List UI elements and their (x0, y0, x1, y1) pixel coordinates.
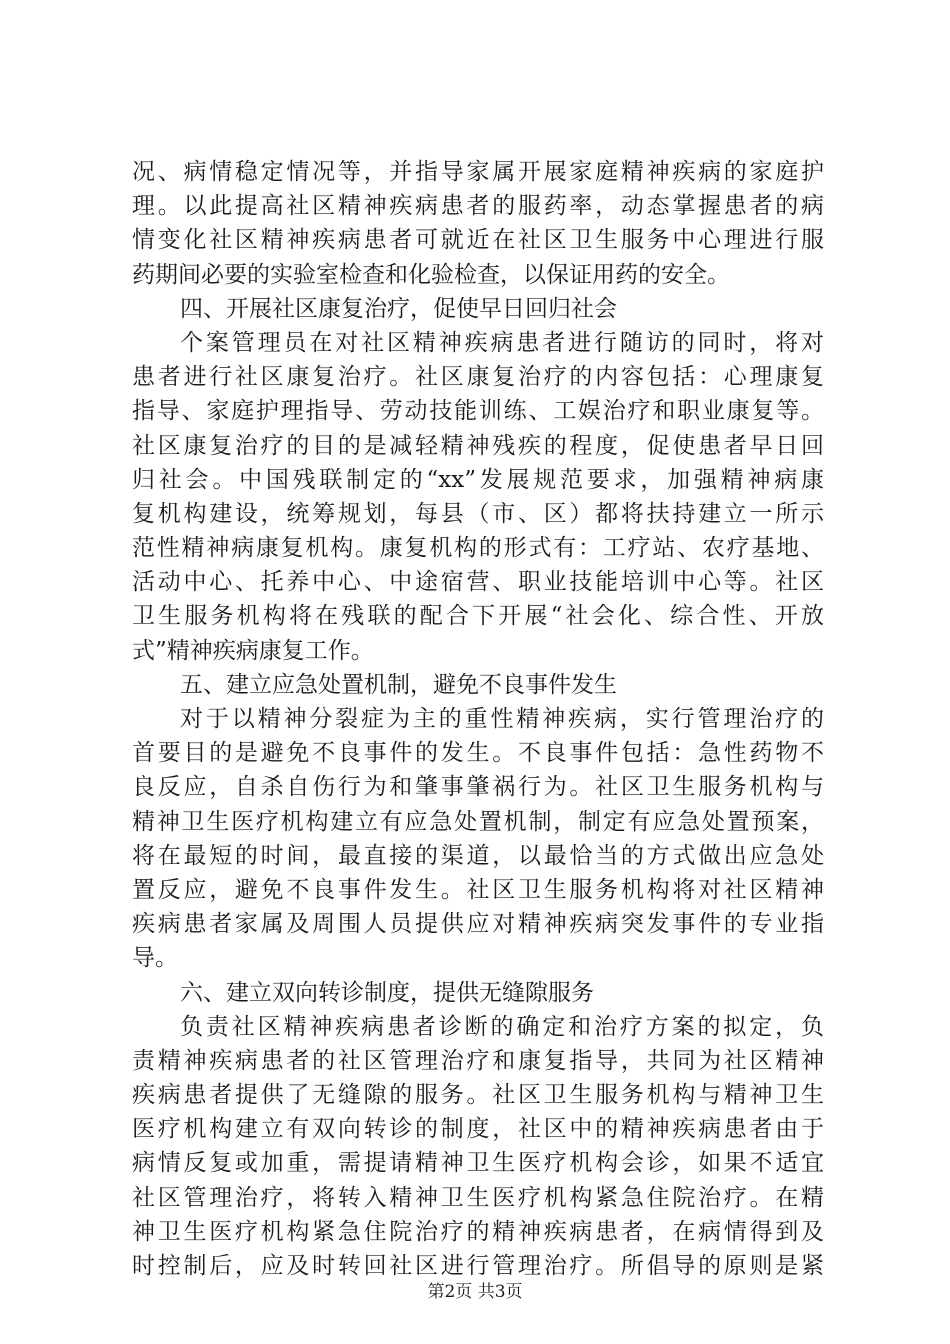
paragraph-first-line: 对于以精神分裂症为主的重性精神疾病，实行管理治疗的 (180, 706, 824, 732)
text-line: 况、病情稳定情况等，并指导家属开展家庭精神疾病的家庭护 (132, 159, 824, 185)
text-line: 范性精神病康复机构。康复机构的形式有：工疗站、农疗基地、 (132, 535, 824, 562)
text-line: 归社会。中国残联制定的“xx”发展规范要求，加强精神病康 (132, 466, 824, 493)
text-line: 精神卫生医疗机构建立有应急处置机制，制定有应急处置预案， (132, 808, 824, 835)
paragraph-first-line: 五、建立应急处置机制，避免不良事件发生 (180, 671, 617, 698)
text-line: 将在最短的时间，最直接的渠道，以最恰当的方式做出应急处 (132, 842, 824, 869)
text-line: 医疗机构建立有双向转诊的制度，社区中的精神疾病患者由于 (132, 1116, 824, 1143)
text-line: 时控制后，应及时转回社区进行管理治疗。所倡导的原则是紧 (132, 1253, 824, 1279)
text-line: 式”精神疾病康复工作。 (132, 637, 374, 664)
text-line: 疾病患者提供了无缝隙的服务。社区卫生服务机构与精神卫生 (132, 1082, 824, 1109)
text-line: 患者进行社区康复治疗。社区康复治疗的内容包括：心理康复 (132, 364, 824, 391)
text-line: 指导、家庭护理指导、劳动技能训练、工娱治疗和职业康复等。 (132, 398, 824, 425)
paragraph-first-line: 四、开展社区康复治疗，促使早日回归社会 (180, 295, 617, 322)
text-line: 病情反复或加重，需提请精神卫生医疗机构会诊，如果不适宜 (132, 1150, 824, 1177)
text-line: 神卫生医疗机构紧急住院治疗的精神疾病患者，在病情得到及 (132, 1218, 824, 1245)
paragraph-first-line: 个案管理员在对社区精神疾病患者进行随访的同时，将对 (180, 329, 824, 356)
text-line: 首要目的是避免不良事件的发生。不良事件包括：急性药物不 (132, 740, 824, 767)
paragraph-first-line: 负责社区精神疾病患者诊断的确定和治疗方案的拟定，负 (180, 1013, 824, 1040)
text-line: 药期间必要的实验室检查和化验检查，以保证用药的安全。 (132, 261, 730, 288)
text-line: 活动中心、托养中心、中途宿营、职业技能培训中心等。社区 (132, 569, 824, 596)
text-line: 良反应，自杀自伤行为和肇事肇祸行为。社区卫生服务机构与 (132, 774, 824, 801)
text-line: 复机构建设，统筹规划，每县（市、区）都将扶持建立一所示 (132, 500, 824, 527)
text-line: 疾病患者家属及周围人员提供应对精神疾病突发事件的专业指 (132, 911, 824, 938)
paragraph-first-line: 六、建立双向转诊制度，提供无缝隙服务 (180, 979, 594, 1006)
text-line: 导。 (132, 945, 178, 972)
text-line: 置反应，避免不良事件发生。社区卫生服务机构将对社区精神 (132, 876, 824, 903)
text-line: 社区康复治疗的目的是减轻精神残疾的程度，促使患者早日回 (132, 432, 824, 459)
text-line: 情变化社区精神疾病患者可就近在社区卫生服务中心理进行服 (132, 227, 824, 254)
page-footer: 第2页 共3页 (427, 1282, 523, 1302)
document-body (132, 155, 824, 1283)
text-line: 卫生服务机构将在残联的配合下开展“社会化、综合性、开放 (132, 603, 824, 630)
text-line: 责精神疾病患者的社区管理治疗和康复指导，共同为社区精神 (132, 1047, 824, 1074)
text-line: 理。以此提高社区精神疾病患者的服药率，动态掌握患者的病 (132, 193, 824, 220)
text-line: 社区管理治疗，将转入精神卫生医疗机构紧急住院治疗。在精 (132, 1184, 824, 1211)
